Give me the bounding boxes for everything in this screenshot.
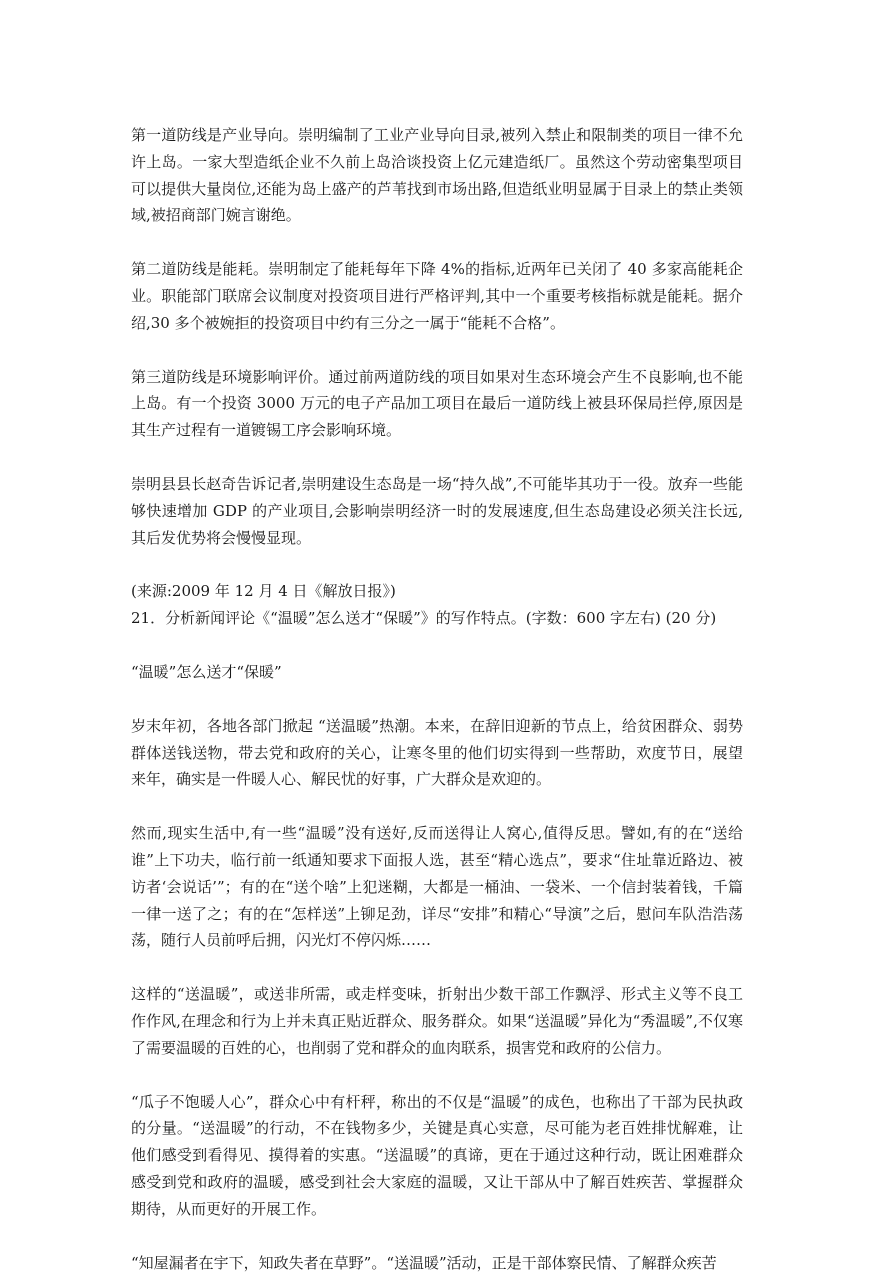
question-21: 21．分析新闻评论《“温暖”怎么送才“保暖”》的写作特点。(字数：600 字左右) (20 分) [131,605,743,632]
paragraph-third-defense: 第三道防线是环境影响评价。通过前两道防线的项目如果对生态环境会产生不良影响,也不能上岛。有一个投资 3000 万元的电子产品加工项目在最后一道防线上被县环保局拦停,原因是其生产过程有一道镀锡工序会影响环境。 [131,364,743,444]
paragraph-first-defense: 第一道防线是产业导向。崇明编制了工业产业导向目录,被列入禁止和限制类的项目一律不允许上岛。一家大型造纸企业不久前上岛洽谈投资上亿元建造纸厂。虽然这个劳动密集型项目可以提供大量岗位,还能为岛上盛产的芦苇找到市场出路,但造纸业明显属于目录上的禁止类领域,被招商部门婉言谢绝。 [131,122,743,229]
essay-paragraph-1: 岁末年初，各地各部门掀起 “送温暖”热潮。本来，在辞旧迎新的节点上，给贫困群众、弱势群体送钱送物，带去党和政府的关心，让寒冬里的他们切实得到一些帮助，欢度节日，展望来年，确实是一件暖人心、解民忧的好事，广大群众是欢迎的。 [131,713,743,793]
essay-paragraph-2: 然而,现实生活中,有一些“温暖”没有送好,反而送得让人窝心,值得反思。譬如,有的在“送给谁”上下功夫，临行前一纸通知要求下面报人选，甚至“精心选点”，要求“住址靠近路边、被访者‘会说话’”；有的在“送个啥”上犯迷糊，大都是一桶油、一袋米、一个信封装着钱，千篇一律一送了之；有的在“怎样送”上铆足劲，详尽“安排”和精心“导演”之后，慰问车队浩浩荡荡，随行人员前呼后拥，闪光灯不停闪烁…… [131,820,743,954]
source-line: (来源:2009 年 12 月 4 日《解放日报》) [131,578,743,605]
paragraph-county-head: 崇明县县长赵奇告诉记者,崇明建设生态岛是一场“持久战”,不可能毕其功于一役。放弃一些能够快速增加 GDP 的产业项目,会影响崇明经济一时的发展速度,但生态岛建设必须关注长远,其后发优势将会慢慢显现。 [131,471,743,551]
essay-title: “温暖”怎么送才“保暖” [131,659,743,686]
essay-paragraph-3: 这样的“送温暖”，或送非所需，或走样变味，折射出少数干部工作飘浮、形式主义等不良工作作风,在理念和行为上并未真正贴近群众、服务群众。如果“送温暖”异化为“秀温暖”,不仅寒了需要温暖的百姓的心，也削弱了党和群众的血肉联系，损害党和政府的公信力。 [131,981,743,1061]
document-page [131,122,743,1276]
essay-paragraph-5: “知屋漏者在宇下，知政失者在草野”。“送温暖”活动，正是干部体察民情、了解群众疾苦 [131,1250,743,1276]
paragraph-second-defense: 第二道防线是能耗。崇明制定了能耗每年下降 4%的指标,近两年已关闭了 40 多家高能耗企业。职能部门联席会议制度对投资项目进行严格评判,其中一个重要考核指标就是能耗。据介绍,30 多个被婉拒的投资项目中约有三分之一属于“能耗不合格”。 [131,256,743,336]
essay-paragraph-4: “瓜子不饱暖人心”，群众心中有杆秤，称出的不仅是“温暖”的成色，也称出了干部为民执政的分量。“送温暖”的行动，不在钱物多少，关键是真心实意，尽可能为老百姓排忧解难，让他们感受到看得见、摸得着的实惠。“送温暖”的真谛，更在于通过这种行动，既让困难群众感受到党和政府的温暖，感受到社会大家庭的温暖，又让干部从中了解百姓疾苦、掌握群众期待，从而更好的开展工作。 [131,1089,743,1223]
